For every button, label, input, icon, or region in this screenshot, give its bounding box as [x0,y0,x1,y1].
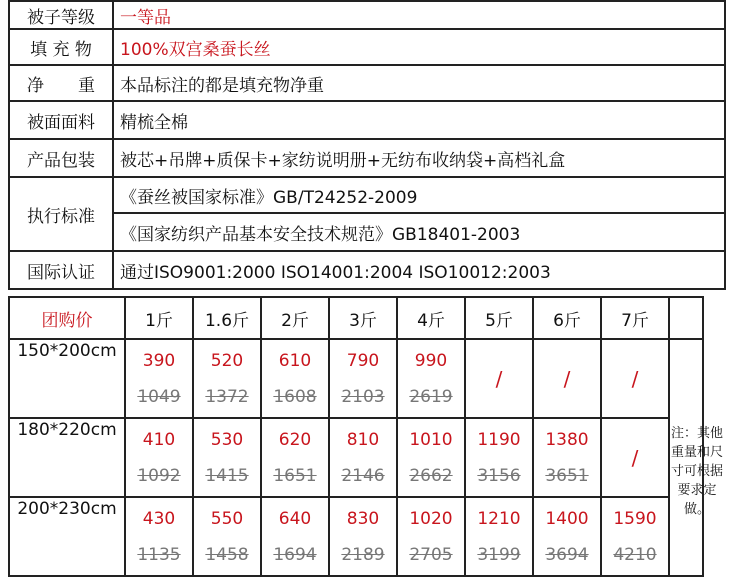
price-cell [329,418,397,497]
group-price: 1380 [545,430,589,450]
weight-header: 1斤 [125,297,193,339]
price-table [8,296,704,577]
price-cell [533,497,601,576]
price-cell [193,339,261,418]
price-cell [533,418,601,497]
group-price: 1010 [409,430,453,450]
group-price: 640 [278,509,312,529]
price-cell [193,497,261,576]
empty-cell [669,297,703,339]
spec-label-filling: 填 充 物 [9,29,113,65]
spec-value-packaging: 被芯+吊牌+质保卡+家纺说明册+无纺布收纳袋+高档礼盒 [113,139,725,177]
price-cell [125,497,193,576]
spec-value-grade: 一等品 [113,1,725,29]
group-price: 810 [346,430,380,450]
not-available-mark: / [631,367,639,391]
price-cell [533,339,601,418]
weight-header: 2斤 [261,297,329,339]
original-price: 1694 [273,545,317,565]
original-price: 1415 [205,466,249,486]
group-price: 530 [210,430,244,450]
spec-label-weight: 净 重 [9,65,113,101]
group-price: 1020 [409,509,453,529]
price-cell [329,497,397,576]
spec-value-certification: 通过ISO9001:2000 ISO14001:2004 ISO10012:2003 [113,251,725,289]
group-price: 430 [142,509,176,529]
group-price: 1190 [477,430,521,450]
original-price: 1135 [137,545,181,565]
size-label: 150*200cm [9,339,125,418]
price-cell [397,497,465,576]
weight-header: 1.6斤 [193,297,261,339]
original-price: 4210 [613,545,657,565]
price-cell [465,418,533,497]
size-label: 180*220cm [9,418,125,497]
original-price: 2103 [341,387,385,407]
price-cell [125,339,193,418]
original-price: 1608 [273,387,317,407]
price-header-label: 团购价 [9,297,125,339]
spec-value-standard-1: 《蚕丝被国家标准》GB/T24252-2009 [113,177,725,213]
group-price: 550 [210,509,244,529]
spec-label-standard: 执行标准 [9,177,113,251]
weight-header: 6斤 [533,297,601,339]
price-cell [601,339,669,418]
original-price: 1372 [205,387,249,407]
original-price: 2189 [341,545,385,565]
price-cell [601,418,669,497]
price-cell [261,418,329,497]
group-price: 610 [278,351,312,371]
weight-header: 3斤 [329,297,397,339]
price-cell [329,339,397,418]
spec-value-filling: 100%双宫桑蚕长丝 [113,29,725,65]
not-available-mark: / [563,367,571,391]
group-price: 520 [210,351,244,371]
original-price: 1049 [137,387,181,407]
group-price: 790 [346,351,380,371]
original-price: 3199 [477,545,521,565]
spec-label-certification: 国际认证 [9,251,113,289]
spec-value-standard-2: 《国家纺织产品基本安全技术规范》GB18401-2003 [113,213,725,251]
price-cell [465,339,533,418]
original-price: 3156 [477,466,521,486]
original-price: 1458 [205,545,249,565]
price-cell [465,497,533,576]
price-cell [261,497,329,576]
spec-label-fabric: 被面面料 [9,101,113,139]
price-cell [601,497,669,576]
spec-value-weight: 本品标注的都是填充物净重 [113,65,725,101]
group-price: 390 [142,351,176,371]
original-price: 3651 [545,466,589,486]
weight-header: 4斤 [397,297,465,339]
product-spec-table [8,0,726,290]
not-available-mark: / [631,446,639,470]
original-price: 2662 [409,466,453,486]
not-available-mark: / [495,367,503,391]
custom-order-note: 注：其他重量和尺寸可根据要求定做。 [670,426,723,517]
spec-value-fabric: 精梳全棉 [113,101,725,139]
group-price: 1590 [613,509,657,529]
original-price: 2705 [409,545,453,565]
original-price: 1092 [137,466,181,486]
price-cell [193,418,261,497]
price-cell [397,418,465,497]
price-cell [125,418,193,497]
original-price: 2146 [341,466,385,486]
weight-header: 7斤 [601,297,669,339]
group-price: 410 [142,430,176,450]
group-price: 1400 [545,509,589,529]
spec-label-packaging: 产品包装 [9,139,113,177]
original-price: 2619 [409,387,453,407]
group-price: 1210 [477,509,521,529]
original-price: 1651 [273,466,317,486]
price-cell [397,339,465,418]
spec-label-grade: 被子等级 [9,1,113,29]
original-price: 3694 [545,545,589,565]
weight-header: 5斤 [465,297,533,339]
price-cell [261,339,329,418]
size-label: 200*230cm [9,497,125,576]
group-price: 830 [346,509,380,529]
group-price: 620 [278,430,312,450]
group-price: 990 [414,351,448,371]
